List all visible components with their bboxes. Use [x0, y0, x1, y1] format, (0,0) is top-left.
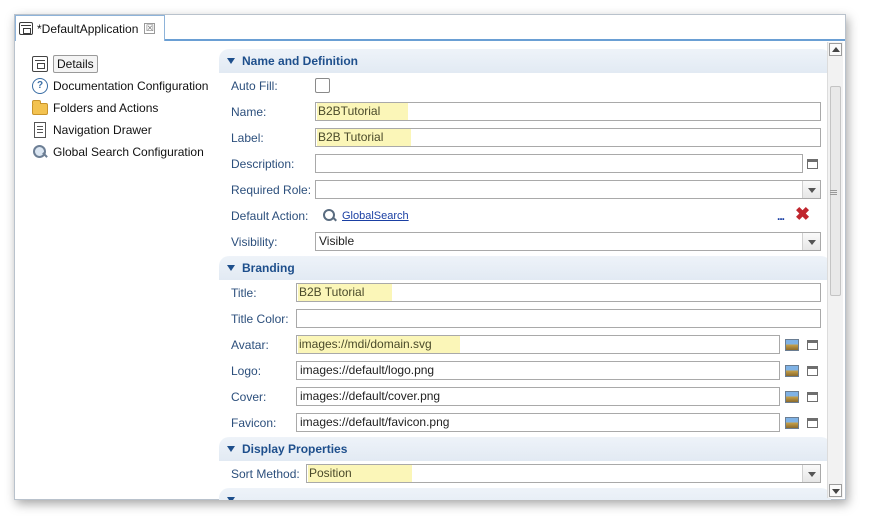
description-field[interactable]	[315, 154, 803, 173]
section-header-branding[interactable]	[219, 256, 831, 280]
row-logo	[219, 358, 831, 384]
open-editor-icon[interactable]	[807, 159, 818, 169]
search-icon	[323, 209, 337, 223]
row-default-action	[219, 203, 831, 229]
scrollbar-grip-icon	[830, 190, 837, 191]
section-title: Name and Definition	[242, 54, 359, 68]
section-title: Branding	[242, 261, 295, 275]
nav-item-label: Folders and Actions	[53, 101, 159, 115]
section-header-partial[interactable]	[219, 488, 831, 500]
name-label: Name:	[231, 105, 267, 119]
name-field[interactable]	[315, 102, 821, 121]
nav-item-label: Navigation Drawer	[53, 123, 152, 137]
name-value: B2BTutorial	[317, 103, 408, 120]
row-title	[219, 280, 831, 306]
row-label	[219, 125, 831, 151]
vertical-scrollbar[interactable]	[827, 42, 843, 498]
search-icon	[32, 144, 48, 160]
row-required-role	[219, 177, 831, 203]
scroll-down-button[interactable]	[829, 484, 842, 497]
tab-title: *DefaultApplication	[37, 21, 139, 36]
nav-item-global-search-configuration[interactable]	[29, 141, 219, 163]
image-picker-icon[interactable]	[785, 391, 799, 403]
collapse-caret-icon[interactable]	[227, 265, 235, 271]
sort-method-label: Sort Method:	[231, 467, 300, 481]
scrollbar-thumb[interactable]	[830, 86, 841, 296]
image-picker-icon[interactable]	[785, 365, 799, 377]
details-form	[219, 48, 831, 500]
title-color-label: Title Color:	[231, 312, 289, 326]
row-auto-fill	[219, 73, 831, 99]
details-icon	[32, 56, 48, 72]
nav-item-navigation-drawer[interactable]	[29, 119, 219, 141]
image-picker-icon[interactable]	[785, 417, 799, 429]
editor-tab-bar	[15, 15, 845, 41]
row-sort-method	[219, 461, 831, 487]
open-editor-icon[interactable]	[807, 392, 818, 402]
section-title: Display Properties	[242, 442, 348, 456]
title-label: Title:	[231, 286, 257, 300]
collapse-caret-icon[interactable]	[227, 446, 235, 452]
open-editor-icon[interactable]	[807, 366, 818, 376]
logo-field[interactable]: images://default/logo.png	[296, 361, 780, 380]
image-picker-icon[interactable]	[785, 339, 799, 351]
folder-icon	[32, 103, 48, 115]
chevron-down-icon[interactable]	[802, 181, 820, 198]
open-editor-icon[interactable]	[807, 340, 818, 350]
collapse-caret-icon[interactable]	[227, 58, 235, 64]
favicon-label: Favicon:	[231, 416, 277, 430]
nav-item-details[interactable]	[29, 53, 219, 75]
chevron-down-icon[interactable]	[802, 465, 820, 482]
chevron-down-icon[interactable]	[802, 233, 820, 250]
row-name	[219, 99, 831, 125]
title-value: B2B Tutorial	[298, 284, 392, 301]
drawer-icon	[34, 122, 46, 138]
delete-icon[interactable]: ✖	[795, 204, 811, 224]
help-icon: ?	[32, 78, 48, 94]
avatar-value: images://mdi/domain.svg	[298, 336, 460, 353]
row-avatar	[219, 332, 831, 358]
row-favicon	[219, 410, 831, 436]
close-icon[interactable]: ☒	[145, 23, 154, 33]
row-description	[219, 151, 831, 177]
open-editor-icon[interactable]	[807, 418, 818, 428]
auto-fill-label: Auto Fill:	[231, 79, 278, 93]
avatar-field[interactable]	[296, 335, 780, 354]
default-action-link[interactable]: GlobalSearch	[342, 210, 409, 222]
application-icon	[19, 22, 33, 35]
required-role-label: Required Role:	[231, 183, 312, 197]
visibility-value: Visible	[319, 234, 355, 248]
row-title-color	[219, 306, 831, 332]
label-label: Label:	[231, 131, 264, 145]
avatar-label: Avatar:	[231, 338, 269, 352]
visibility-label: Visibility:	[231, 235, 278, 249]
sort-method-value: Position	[308, 465, 412, 482]
tab-default-application[interactable]	[15, 15, 165, 41]
section-header-display-properties[interactable]	[219, 437, 831, 461]
title-color-field[interactable]	[296, 309, 821, 328]
left-navigation	[29, 53, 219, 163]
cover-field[interactable]: images://default/cover.png	[296, 387, 780, 406]
section-header-name-definition[interactable]	[219, 49, 831, 73]
cover-label: Cover:	[231, 390, 267, 404]
nav-item-label: Details	[53, 55, 98, 73]
favicon-field[interactable]: images://default/favicon.png	[296, 413, 780, 432]
nav-item-label: Documentation Configuration	[53, 79, 209, 93]
auto-fill-checkbox[interactable]	[315, 78, 330, 93]
required-role-select[interactable]	[315, 180, 821, 199]
editor-window	[14, 14, 846, 500]
description-label: Description:	[231, 157, 295, 171]
nav-item-documentation-configuration[interactable]	[29, 75, 219, 97]
nav-item-folders-and-actions[interactable]	[29, 97, 219, 119]
default-action-label: Default Action:	[231, 209, 309, 223]
visibility-select[interactable]	[315, 232, 821, 251]
label-field[interactable]	[315, 128, 821, 147]
sort-method-select[interactable]	[306, 464, 821, 483]
logo-label: Logo:	[231, 364, 262, 378]
scroll-up-button[interactable]	[829, 43, 842, 56]
browse-button[interactable]: ...	[777, 209, 785, 223]
collapse-caret-icon[interactable]	[227, 497, 235, 500]
title-field[interactable]	[296, 283, 821, 302]
row-cover	[219, 384, 831, 410]
label-value: B2B Tutorial	[317, 129, 411, 146]
row-visibility	[219, 229, 831, 255]
nav-item-label: Global Search Configuration	[53, 145, 204, 159]
